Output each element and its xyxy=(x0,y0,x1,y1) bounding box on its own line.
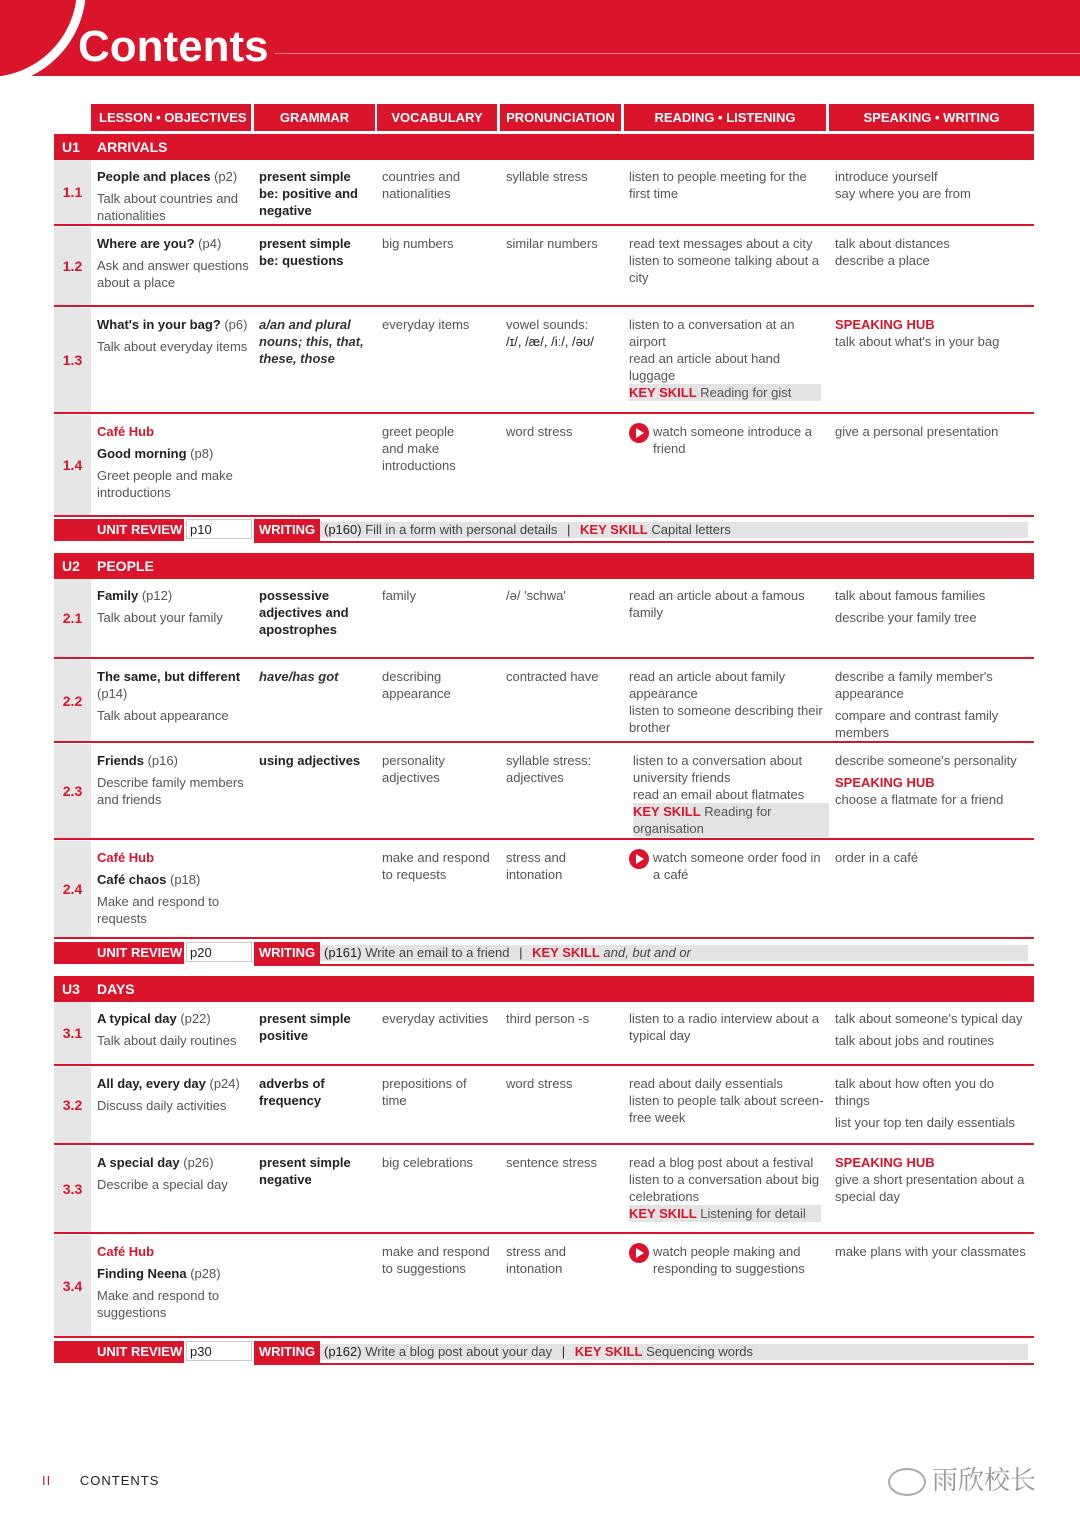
lesson-cell xyxy=(97,1010,249,1049)
reading-line: watch someone introduce a friend xyxy=(653,424,812,456)
lesson-row xyxy=(54,160,1034,226)
speaking-line: say where you are from xyxy=(835,186,971,201)
lesson-number: 3.4 xyxy=(54,1235,91,1336)
vocab-cell: greet people and make introductions xyxy=(382,424,456,473)
speaking-line: talk about someone's typical day xyxy=(835,1011,1023,1026)
writing-ref: (p160) xyxy=(324,522,362,537)
vocab-cell: big numbers xyxy=(382,236,454,251)
lesson-cell xyxy=(97,1075,249,1114)
lesson-page: (p4) xyxy=(198,236,222,251)
grammar-line: be: positive and negative xyxy=(259,186,358,218)
lesson-title[interactable]: Café chaos xyxy=(97,872,167,887)
grammar-cell: possessive adjectives and apostrophes xyxy=(259,588,349,637)
speaking-line: talk about famous families xyxy=(835,588,986,603)
page-title: Contents xyxy=(78,22,269,71)
unit-bar xyxy=(54,134,1034,160)
lesson-row xyxy=(54,841,1034,939)
unit-review-row xyxy=(54,1341,1034,1363)
lesson-row xyxy=(54,660,1034,743)
wechat-icon xyxy=(888,1468,926,1496)
lesson-title[interactable]: What's in your bag? xyxy=(97,317,221,332)
reading-cell xyxy=(629,1075,829,1126)
speaking-hub-label: SPEAKING HUB xyxy=(835,317,935,332)
reading-line: read an article about family appearance xyxy=(629,669,786,701)
grammar-line: present simple xyxy=(259,169,351,184)
speaking-cell xyxy=(835,1075,1030,1131)
speaking-line: compare and contrast family members xyxy=(835,708,999,740)
speaking-line: choose a flatmate for a friend xyxy=(835,792,1004,807)
speaking-line: list your top ten daily essentials xyxy=(835,1115,1015,1130)
unit-review-label: UNIT REVIEW xyxy=(54,519,184,541)
lesson-row xyxy=(54,1235,1034,1338)
grammar-cell: have/has got xyxy=(259,669,339,684)
unit-name: PEOPLE xyxy=(97,558,154,574)
pron-line: vowel sounds: xyxy=(506,317,589,332)
key-skill-label: KEY SKILL xyxy=(574,1344,643,1359)
pron-cell: third person -s xyxy=(506,1011,590,1026)
grammar-cell xyxy=(259,235,377,269)
writing-details xyxy=(320,1344,1028,1360)
reading-cell: listen to people meeting for the first time xyxy=(629,169,807,201)
unit-name: ARRIVALS xyxy=(97,139,168,155)
watermark-text: 雨欣校长 xyxy=(932,1465,1037,1495)
unit-number: U2 xyxy=(62,558,80,574)
pron-cell: word stress xyxy=(506,1076,573,1091)
speaking-cell xyxy=(835,1010,1030,1049)
lesson-title[interactable]: Good morning xyxy=(97,446,187,461)
unit-review-row xyxy=(54,942,1034,964)
reading-cell: read an article about a famous family xyxy=(629,588,805,620)
pron-cell: /ə/ 'schwa' xyxy=(506,588,566,603)
lesson-objective: Ask and answer questions about a place xyxy=(97,258,249,290)
cafe-hub-label: Café Hub xyxy=(97,1244,155,1259)
lesson-title[interactable]: A typical day xyxy=(97,1011,177,1026)
reading-line: watch people making and responding to suggestions xyxy=(653,1244,805,1276)
reading-line: listen to people talk about screen-free week xyxy=(629,1093,824,1125)
reading-cell xyxy=(629,849,829,883)
unit-review-page[interactable]: p20 xyxy=(186,942,252,962)
lesson-objective: Discuss daily activities xyxy=(97,1098,227,1113)
key-skill-text: Reading for organisation xyxy=(633,804,772,836)
lesson-cell xyxy=(97,587,249,626)
lesson-objective: Describe family members and friends xyxy=(97,775,244,807)
separator: | xyxy=(561,1344,566,1359)
lesson-cell xyxy=(97,235,249,291)
key-skill-label: KEY SKILL xyxy=(633,804,701,819)
lesson-number: 2.3 xyxy=(54,744,91,838)
key-skill-box xyxy=(629,1205,821,1222)
lesson-page: (p2) xyxy=(214,169,238,184)
speaking-line: talk about distances xyxy=(835,236,950,251)
lesson-page: (p28) xyxy=(190,1266,221,1281)
vocab-cell: everyday activities xyxy=(382,1011,489,1026)
header-rule xyxy=(275,53,1080,54)
reading-line: read a blog post about a festival xyxy=(629,1155,814,1170)
speaking-cell xyxy=(835,235,1030,269)
key-skill-text: Listening for detail xyxy=(700,1206,806,1221)
lesson-page: (p24) xyxy=(209,1076,240,1091)
writing-label: WRITING xyxy=(254,1341,320,1363)
lesson-number: 1.1 xyxy=(54,160,91,224)
pron-cell: similar numbers xyxy=(506,236,598,251)
speaking-hub-label: SPEAKING HUB xyxy=(835,775,935,790)
lesson-objective: Make and respond to requests xyxy=(97,894,220,926)
grammar-line: present simple xyxy=(259,236,351,251)
lesson-number: 1.3 xyxy=(54,308,91,412)
reading-line: listen to a conversation about big celebrations xyxy=(629,1172,820,1204)
writing-task: Write a blog post about your day xyxy=(365,1344,553,1359)
speaking-hub-label: SPEAKING HUB xyxy=(835,1155,935,1170)
reading-cell xyxy=(629,1243,829,1277)
lesson-row xyxy=(54,1067,1034,1145)
reading-line: listen to a conversation about university friends xyxy=(633,753,803,785)
cafe-hub-label: Café Hub xyxy=(97,424,155,439)
speaking-line: talk about what's in your bag xyxy=(835,334,1000,349)
lesson-page: (p12) xyxy=(141,588,173,603)
reading-cell xyxy=(629,668,829,736)
grammar-cell: using adjectives xyxy=(259,753,361,768)
lesson-objective: Talk about your family xyxy=(97,610,223,625)
lesson-title[interactable]: Where are you? xyxy=(97,236,195,251)
lesson-row xyxy=(54,744,1034,840)
unit-review-label: UNIT REVIEW xyxy=(54,942,184,964)
lesson-objective: Talk about everyday items xyxy=(97,339,248,354)
reading-line: read text messages about a city xyxy=(629,236,813,251)
vocab-cell: family xyxy=(382,588,416,603)
separator: | xyxy=(519,945,523,960)
lesson-number: 1.2 xyxy=(54,227,91,305)
lesson-cell xyxy=(97,1243,249,1321)
writing-task: Fill in a form with personal details xyxy=(365,522,558,537)
speaking-cell xyxy=(835,668,1030,741)
lesson-row xyxy=(54,579,1034,659)
col-pronunciation: PRONUNCIATION xyxy=(500,104,621,131)
review-underline xyxy=(254,541,1034,543)
key-skill-label: KEY SKILL xyxy=(532,945,600,960)
lesson-number: 1.4 xyxy=(54,415,91,515)
pron-cell: stress and intonation xyxy=(506,1244,566,1276)
lesson-number: 2.2 xyxy=(54,660,91,741)
key-skill-box xyxy=(633,803,829,837)
watermark xyxy=(888,1460,1036,1497)
unit-number: U1 xyxy=(62,139,80,155)
speaking-cell: give a personal presentation xyxy=(835,424,999,439)
pron-cell xyxy=(506,316,624,350)
lesson-title[interactable]: People and places xyxy=(97,169,211,184)
reading-line: read an article about hand luggage xyxy=(629,351,781,383)
speaking-line: give a short presentation about a special day xyxy=(835,1172,1025,1204)
lesson-objective: Describe a special day xyxy=(97,1177,228,1192)
review-underline xyxy=(254,1363,1034,1365)
col-speaking-writing: SPEAKING • WRITING xyxy=(829,104,1034,131)
lesson-objective: Greet people and make introductions xyxy=(97,468,233,500)
vocab-cell: prepositions of time xyxy=(382,1076,467,1108)
lesson-page: (p14) xyxy=(97,686,128,701)
writing-task: Write an email to a friend xyxy=(365,945,510,960)
key-skill-text: Sequencing words xyxy=(646,1344,754,1359)
lesson-row xyxy=(54,227,1034,307)
unit-review-page[interactable]: p30 xyxy=(186,1341,252,1361)
video-play-icon[interactable] xyxy=(629,1243,649,1263)
reading-line: listen to someone describing their brother xyxy=(629,703,823,735)
key-skill-label: KEY SKILL xyxy=(629,385,697,400)
lesson-page: (p16) xyxy=(147,753,178,768)
lesson-row xyxy=(54,1146,1034,1234)
pron-cell: sentence stress xyxy=(506,1155,598,1170)
grammar-cell: a/an and plural nouns; this, that, these, those xyxy=(259,317,364,366)
key-skill-box xyxy=(629,384,821,401)
speaking-line: introduce yourself xyxy=(835,169,938,184)
reading-cell xyxy=(633,752,829,837)
key-skill-text: Reading for gist xyxy=(700,385,792,400)
speaking-cell xyxy=(835,752,1030,808)
lesson-title[interactable]: All day, every day xyxy=(97,1076,206,1091)
lesson-cell xyxy=(97,668,249,724)
unit-name: DAYS xyxy=(97,981,135,997)
key-skill-text: Capital letters xyxy=(651,522,731,537)
reading-line: read about daily essentials xyxy=(629,1076,783,1091)
vocab-cell: describing appearance xyxy=(382,669,451,701)
lesson-cell xyxy=(97,1154,249,1193)
reading-cell xyxy=(629,1154,829,1222)
speaking-line: talk about how often you do things xyxy=(835,1076,995,1108)
lesson-cell xyxy=(97,423,249,501)
pron-cell: syllable stress xyxy=(506,169,588,184)
unit-bar xyxy=(54,976,1034,1002)
lesson-title[interactable]: A special day xyxy=(97,1155,180,1170)
lesson-number: 2.4 xyxy=(54,841,91,937)
grammar-line: be: questions xyxy=(259,253,344,268)
pron-cell: stress and intonation xyxy=(506,850,566,882)
writing-details xyxy=(320,945,1028,961)
lesson-page: (p18) xyxy=(170,872,201,887)
lesson-title[interactable]: Friends xyxy=(97,753,144,768)
lesson-title[interactable]: Family xyxy=(97,588,139,603)
page-footer xyxy=(42,1473,159,1488)
lesson-page: (p8) xyxy=(190,446,214,461)
speaking-cell xyxy=(835,587,1030,626)
writing-ref: (p161) xyxy=(324,945,362,960)
video-play-icon[interactable] xyxy=(629,849,649,869)
cafe-hub-label: Café Hub xyxy=(97,850,155,865)
lesson-objective: Talk about daily routines xyxy=(97,1033,237,1048)
lesson-row xyxy=(54,308,1034,414)
lesson-cell xyxy=(97,849,249,927)
page-number: II xyxy=(42,1473,52,1488)
col-reading-listening: READING • LISTENING xyxy=(624,104,826,131)
vocab-cell: make and respond to requests xyxy=(382,850,490,882)
writing-details xyxy=(320,522,1028,538)
pron-cell: syllable stress: adjectives xyxy=(506,753,592,785)
reading-cell xyxy=(629,235,829,286)
separator: | xyxy=(567,522,571,537)
reading-line: listen to a conversation at an airport xyxy=(629,317,795,349)
speaking-cell xyxy=(835,1154,1030,1205)
vocab-cell: personality adjectives xyxy=(382,753,445,785)
reading-cell xyxy=(629,316,829,401)
unit-review-page[interactable]: p10 xyxy=(186,519,252,539)
col-grammar: GRAMMAR xyxy=(254,104,375,131)
lesson-objective: Talk about appearance xyxy=(97,708,229,723)
vocab-cell: everyday items xyxy=(382,317,470,332)
speaking-cell xyxy=(835,316,1030,350)
lesson-page: (p6) xyxy=(224,317,248,332)
speaking-cell: order in a café xyxy=(835,850,919,865)
col-vocabulary: VOCABULARY xyxy=(377,104,497,131)
reading-line: listen to someone talking about a city xyxy=(629,253,820,285)
speaking-line: talk about jobs and routines xyxy=(835,1033,994,1048)
lesson-number: 3.3 xyxy=(54,1146,91,1232)
lesson-title[interactable]: The same, but different xyxy=(97,669,241,684)
lesson-title[interactable]: Finding Neena xyxy=(97,1266,187,1281)
unit-review-row xyxy=(54,519,1034,541)
lesson-number: 3.1 xyxy=(54,1002,91,1064)
unit-bar xyxy=(54,553,1034,579)
speaking-line: describe a place xyxy=(835,253,930,268)
lesson-page: (p26) xyxy=(183,1155,214,1170)
key-skill-label: KEY SKILL xyxy=(629,1206,697,1221)
key-skill-text: and, but and or xyxy=(603,945,691,960)
speaking-cell xyxy=(835,168,1030,202)
writing-ref: (p162) xyxy=(324,1344,362,1359)
vocab-cell: make and respond to suggestions xyxy=(382,1244,490,1276)
lesson-row xyxy=(54,1002,1034,1066)
pron-cell: contracted have xyxy=(506,669,599,684)
lesson-cell xyxy=(97,316,249,355)
vocab-cell: big celebrations xyxy=(382,1155,474,1170)
unit-review-label: UNIT REVIEW xyxy=(54,1341,184,1363)
speaking-line: describe your family tree xyxy=(835,610,977,625)
grammar-cell: present simple negative xyxy=(259,1155,351,1187)
col-lesson-objectives: LESSON • OBJECTIVES xyxy=(91,104,251,131)
pron-phonemes: /ɪ/, /æ/, /iː/, /əʊ/ xyxy=(506,334,594,349)
lesson-cell xyxy=(97,168,249,224)
review-underline xyxy=(254,964,1034,966)
lesson-number: 3.2 xyxy=(54,1067,91,1143)
grammar-cell: present simple positive xyxy=(259,1011,351,1043)
video-play-icon[interactable] xyxy=(629,423,649,443)
lesson-number: 2.1 xyxy=(54,579,91,657)
unit-number: U3 xyxy=(62,981,80,997)
footer-label: CONTENTS xyxy=(79,1473,160,1488)
reading-line: watch someone order food in a café xyxy=(653,850,821,882)
lesson-cell xyxy=(97,752,249,808)
reading-cell xyxy=(629,423,829,457)
vocab-cell: countries and nationalities xyxy=(382,169,461,201)
speaking-line: describe a family member's appearance xyxy=(835,669,993,701)
speaking-line: describe someone's personality xyxy=(835,753,1017,768)
key-skill-label: KEY SKILL xyxy=(580,522,648,537)
lesson-page: (p22) xyxy=(180,1011,211,1026)
lesson-objective: Talk about countries and nationalities xyxy=(97,191,238,223)
speaking-cell: make plans with your classmates xyxy=(835,1244,1026,1259)
grammar-cell xyxy=(259,168,377,219)
writing-label: WRITING xyxy=(254,942,320,964)
lesson-objective: Make and respond to suggestions xyxy=(97,1288,220,1320)
reading-cell: listen to a radio interview about a typical day xyxy=(629,1011,820,1043)
lesson-row xyxy=(54,415,1034,517)
reading-line: read an email about flatmates xyxy=(633,787,805,802)
pron-cell: word stress xyxy=(506,424,573,439)
grammar-cell: adverbs of frequency xyxy=(259,1076,325,1108)
writing-label: WRITING xyxy=(254,519,320,541)
